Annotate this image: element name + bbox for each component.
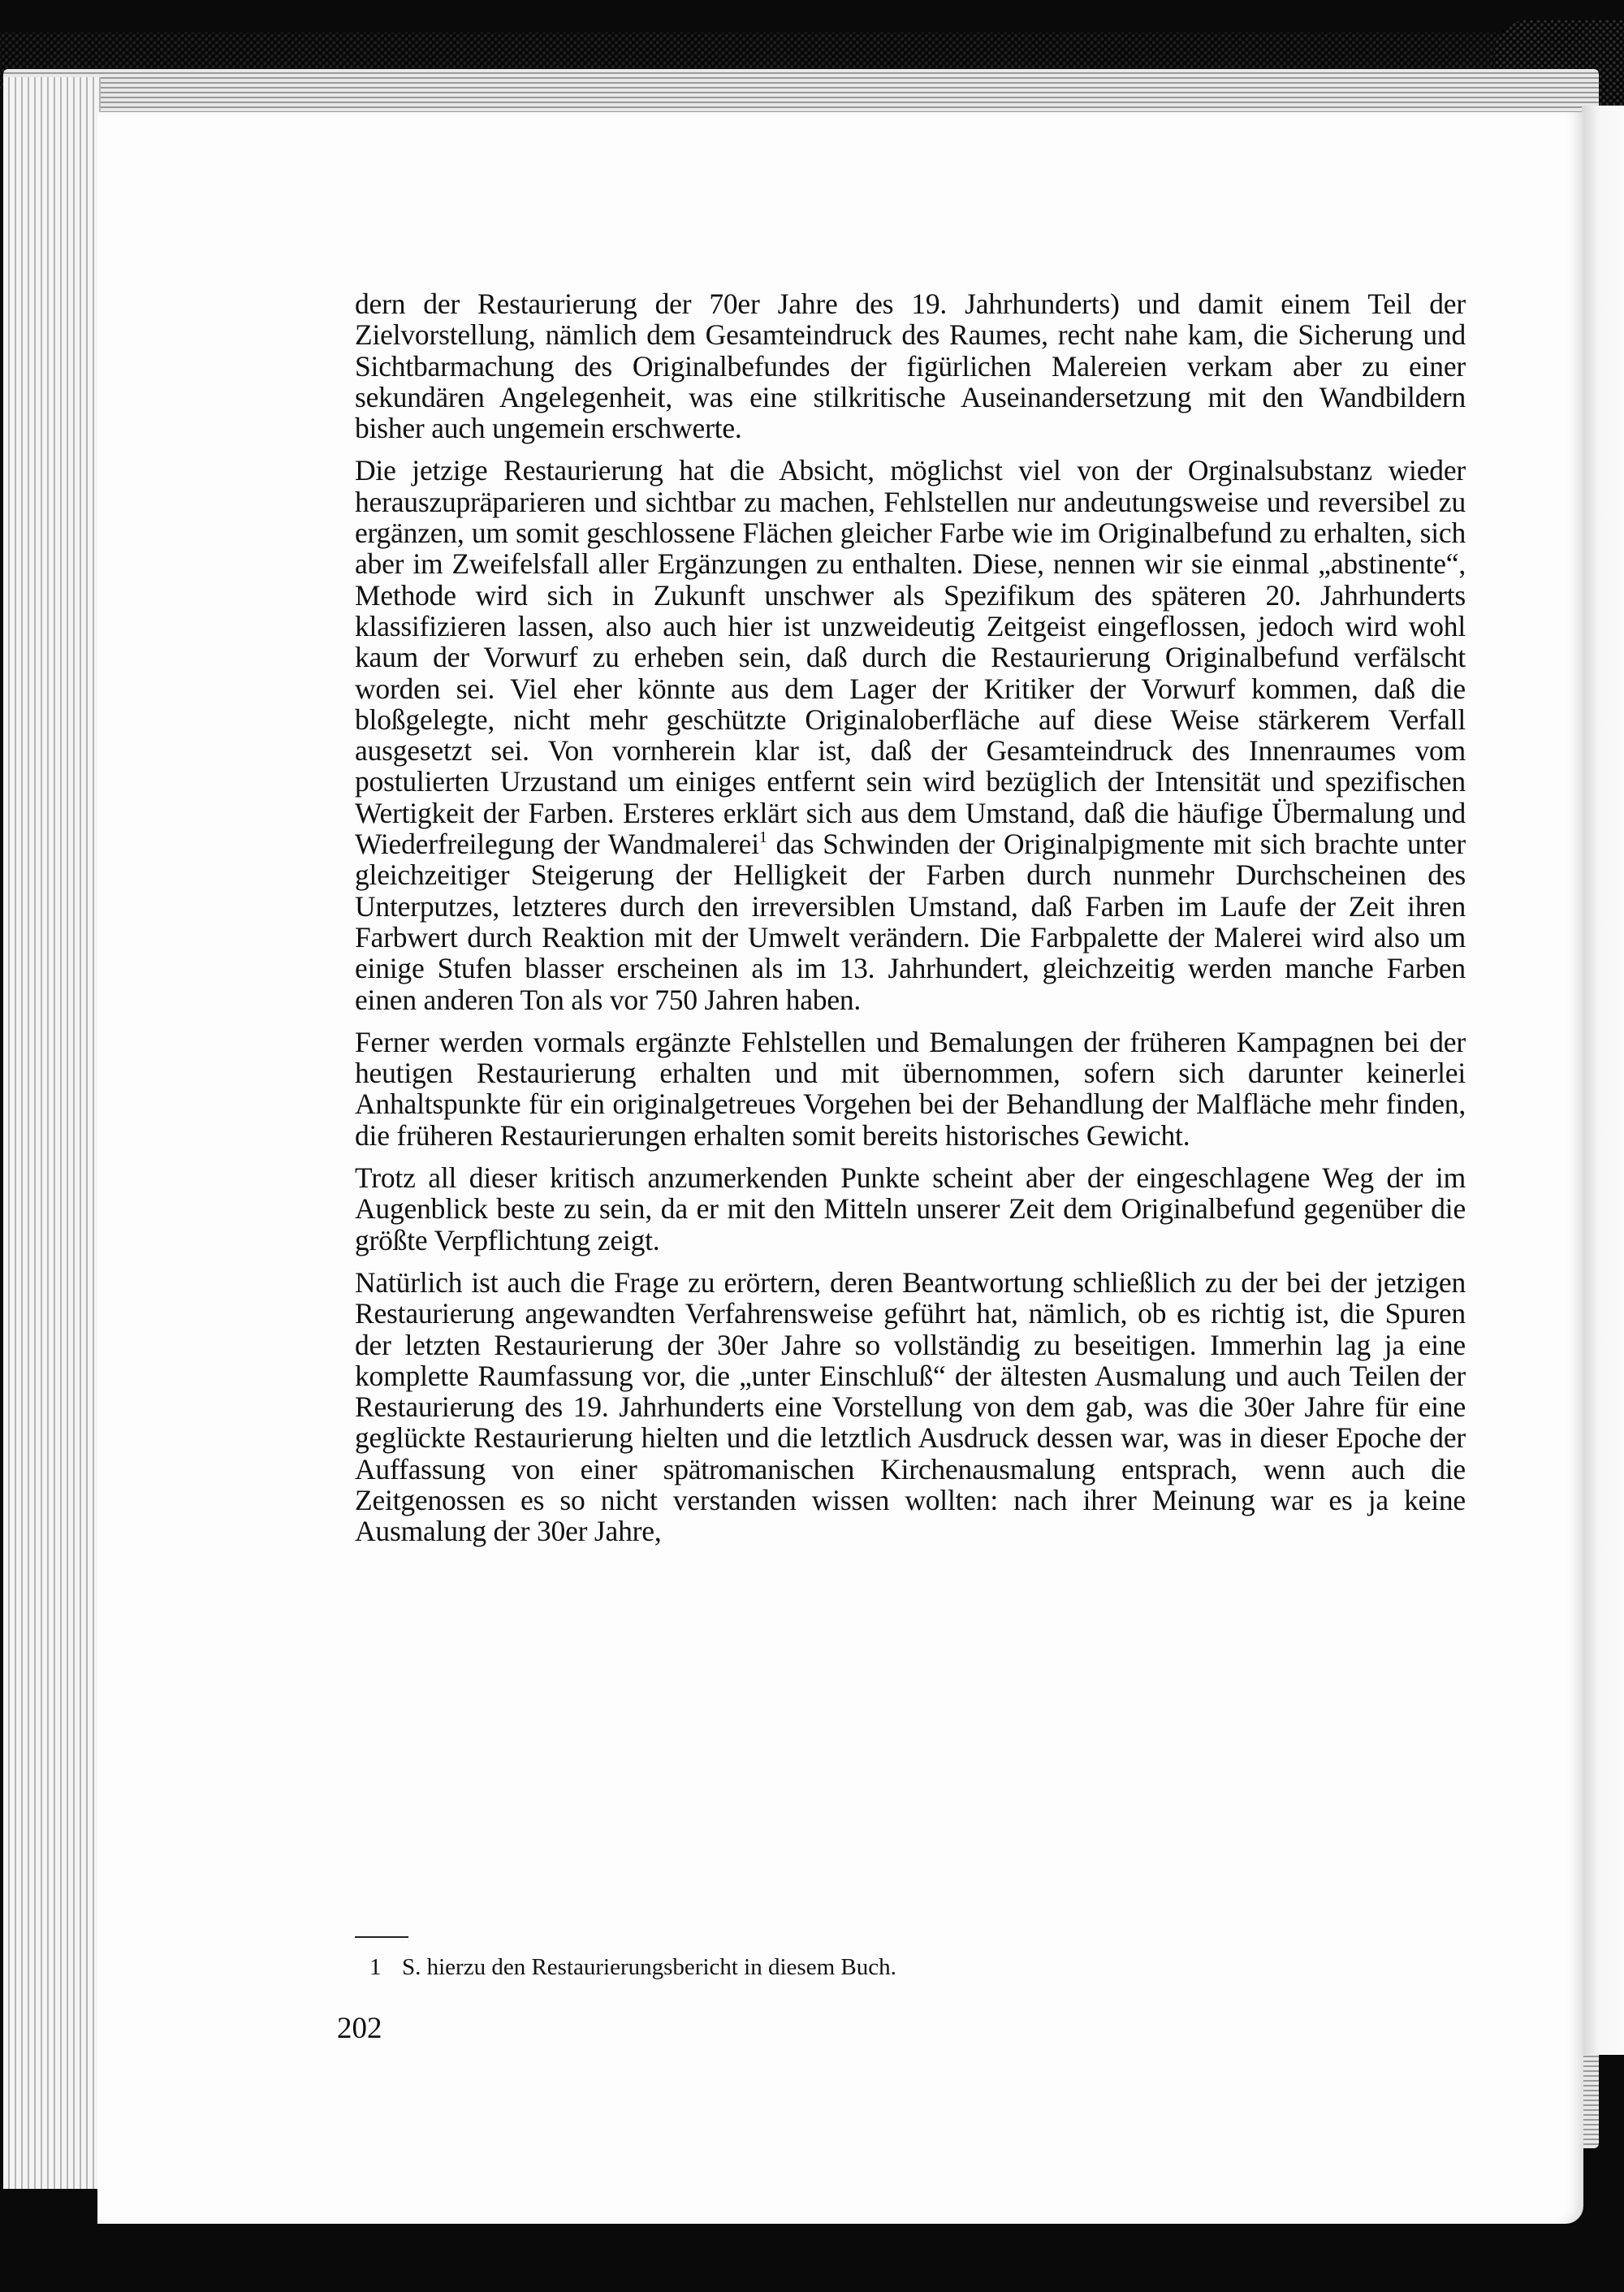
paragraph: Natürlich ist auch die Frage zu erörtern, deren Beantwortung schließlich zu der bei der jetzigen Restaurierung angewandten Verfahrensweise geführt hat, nämlich, ob es richtig ist, die Spuren der letzten Restaurierung der 30er Jahre so vollständig zu beseitigen. Immerhin lag ja eine komplette Raumfassung vor, die „unter Einschluß“ der ältesten Ausmalung und auch Teilen der Restaurierung des 19. Jahrhunderts eine Vorstellung von dem gab, was die 30er Jahre für eine geglückte Restaurierung hielten und die letztlich Ausdruck dessen war, was in dieser Epoche der Auffassung von einer spätromanischen Kirchenausmalung entsprach, wenn auch die Zeitgenossen es so nicht verstanden wissen wollten: nach ihrer Meinung war es ja keine Ausmalung der 30er Jahre, <box>355 1265 1466 1548</box>
footnote <box>369 1953 896 1981</box>
footnote-reference[interactable]: 1 <box>758 828 767 847</box>
page-stack-left-edges <box>3 77 101 2189</box>
paragraph: Trotz all dieser kritisch anzumerkenden Punkte scheint aber der eingeschlagene Weg der im Augenblick beste zu sein, da er mit den Mitteln unserer Zeit dem Originalbefund gegenüber die größte Verpflichtung zeigt. <box>355 1161 1466 1256</box>
paragraph <box>355 455 1466 1014</box>
paragraph: dern der Restaurierung der 70er Jahre des 19. Jahrhunderts) und damit einem Teil der Zielvorstellung, nämlich dem Gesamteindruck des Raumes, recht nahe kam, die Sicherung und Sichtbarmachung des Originalbefundes der figürlichen Malereien verkam aber zu einer sekundären Angelegenheit, was eine stilkritische Auseinandersetzung mit den Wandbildern bisher auch ungemein erschwerte. <box>355 288 1466 445</box>
paragraph-text: das Schwinden der Originalpigmente mit sich brachte unter gleichzeitiger Steigerung der Helligkeit der Farben durch nunmehr Durchscheinen des Unterputzes, letzteres durch den irreversiblen Umstand, daß Farben im Laufe der Zeit ihren Farbwert durch Reaktion mit der Umwelt verändern. Die Farbpalette der Malerei wird also um einige Stufen blasser erscheinen als im 13. Jahrhundert, gleichzeitig werden manche Farben einen anderen Ton als vor 750 Jahren haben. <box>355 828 1466 1016</box>
footnote-number: 1 <box>369 1954 382 1980</box>
body-text <box>355 288 1466 1559</box>
footnote-text: S. hierzu den Restaurierungsbericht in diesem Buch. <box>402 1954 896 1980</box>
footnote-divider <box>355 1936 408 1938</box>
page-number: 202 <box>337 2012 382 2045</box>
paragraph: Ferner werden vormals ergänzte Fehlstellen und Bemalungen der früheren Kampagnen bei der heutigen Restaurierung erhalten und mit übernommen, sofern sich darunter keinerlei Anhaltspunkte für ein originalgetreues Vorgehen bei der Behandlung der Malfläche mehr finden, die früheren Restaurierungen erhalten somit bereits historisches Gewicht. <box>355 1025 1466 1152</box>
paragraph-text: Die jetzige Restaurierung hat die Absicht, möglichst viel von der Orginalsubstanz wieder herauszupräparieren und sichtbar zu machen, Fehlstellen nur andeutungsweise und reversibel zu ergänzen, um somit geschlossene Flächen gleicher Farbe wie im Originalbefund zu erhalten, sich aber im Zweifelsfall aller Ergänzungen zu enthalten. Diese, nennen wir sie einmal „abstinente“, Methode wird sich in Zukunft unschwer als Spezifikum des späteren 20. Jahrhunderts klassifizieren lassen, also auch hier ist unzweideutig Zeitgeist eingeflossen, jedoch wird wohl kaum der Vorwurf zu erheben sein, daß durch die Restaurierung Originalbefund verfälscht worden sei. Viel eher könnte aus dem Lager der Kritiker der Vorwurf kommen, daß die bloßgelegte, nicht mehr geschützte Originaloberfläche auf diese Weise stärkerem Verfall ausgesetzt sei. Von vornherein klar ist, daß der Gesamteindruck des Innenraumes vom postulierten Urzustand um einiges entfernt sein wird bezüglich der Intensität und spezifischen Wertigkeit der Farben. Ersteres erklärt sich aus dem Umstand, daß die häufige Übermalung und Wiederfreilegung der Wandmalerei <box>355 454 1466 861</box>
facing-page-edge <box>1582 106 1624 2055</box>
